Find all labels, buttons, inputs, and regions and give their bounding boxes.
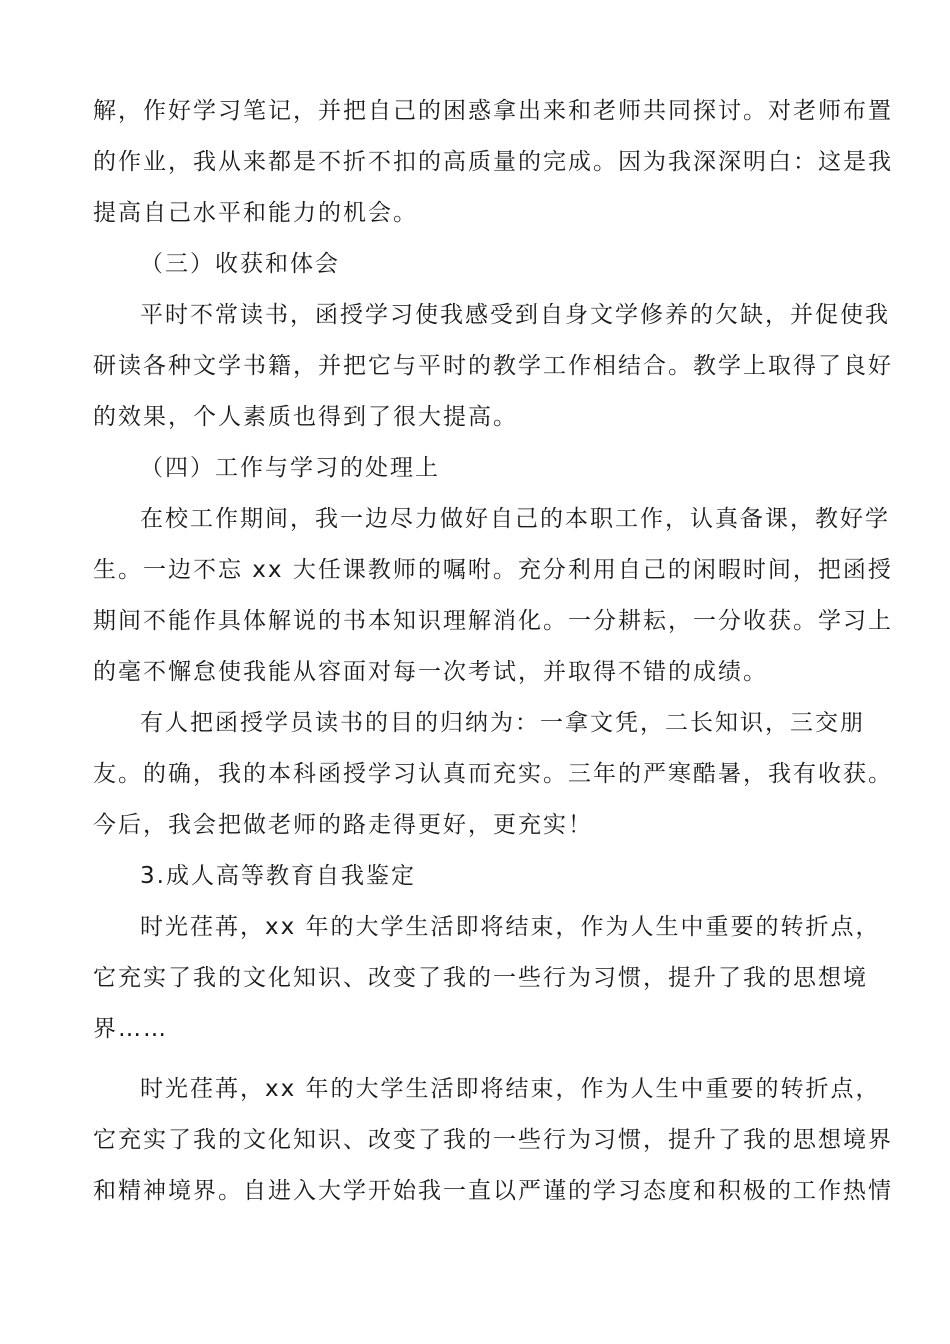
section-heading: 3.成人高等教育自我鉴定 [140, 863, 416, 889]
section-heading: （三）收获和体会 [140, 251, 340, 277]
text-line: 生。一边不忘 xx 大任课教师的嘱咐。充分利用自己的闲暇时间，把函授 [93, 557, 893, 583]
text-line: 的效果，个人素质也得到了很大提高。 [93, 404, 518, 430]
text-line: 时光荏苒，xx 年的大学生活即将结束，作为人生中重要的转折点， [140, 1076, 881, 1102]
text-line: 解，作好学习笔记，并把自己的困惑拿出来和老师共同探讨。对老师布置 [93, 98, 893, 124]
text-line: 界…… [93, 1016, 168, 1042]
text-line: 在校工作期间，我一边尽力做好自己的本职工作，认真备课，教好学 [140, 506, 890, 532]
text-line: 它充实了我的文化知识、改变了我的一些行为习惯，提升了我的思想境界 [93, 1127, 893, 1153]
text-line: 今后，我会把做老师的路走得更好，更充实！ [93, 812, 593, 838]
text-line: 有人把函授学员读书的目的归纳为：一拿文凭，二长知识，三交朋 [140, 710, 865, 736]
text-line: 平时不常读书，函授学习使我感受到自身文学修养的欠缺，并促使我 [140, 302, 890, 328]
text-line: 它充实了我的文化知识、改变了我的一些行为习惯，提升了我的思想境 [93, 965, 868, 991]
text-line: 时光荏苒，xx 年的大学生活即将结束，作为人生中重要的转折点， [140, 914, 881, 940]
section-heading: （四）工作与学习的处理上 [140, 455, 440, 481]
text-line: 期间不能作具体解说的书本知识理解消化。一分耕耘，一分收获。学习上 [93, 608, 893, 634]
text-line: 提高自己水平和能力的机会。 [93, 200, 418, 226]
paragraph-gap [93, 1055, 863, 1064]
text-line: 的毫不懈怠使我能从容面对每一次考试，并取得不错的成绩。 [93, 659, 768, 685]
document-body [93, 86, 893, 1217]
text-line: 友。的确，我的本科函授学习认真而充实。三年的严寒酷暑，我有收获。 [93, 761, 893, 787]
text-line: 和精神境界。自进入大学开始我一直以严谨的学习态度和积极的工作热情 [93, 1178, 893, 1204]
text-line: 研读各种文学书籍，并把它与平时的教学工作相结合。教学上取得了良好 [93, 353, 893, 379]
text-line: 的作业，我从来都是不折不扣的高质量的完成。因为我深深明白：这是我 [93, 149, 893, 175]
